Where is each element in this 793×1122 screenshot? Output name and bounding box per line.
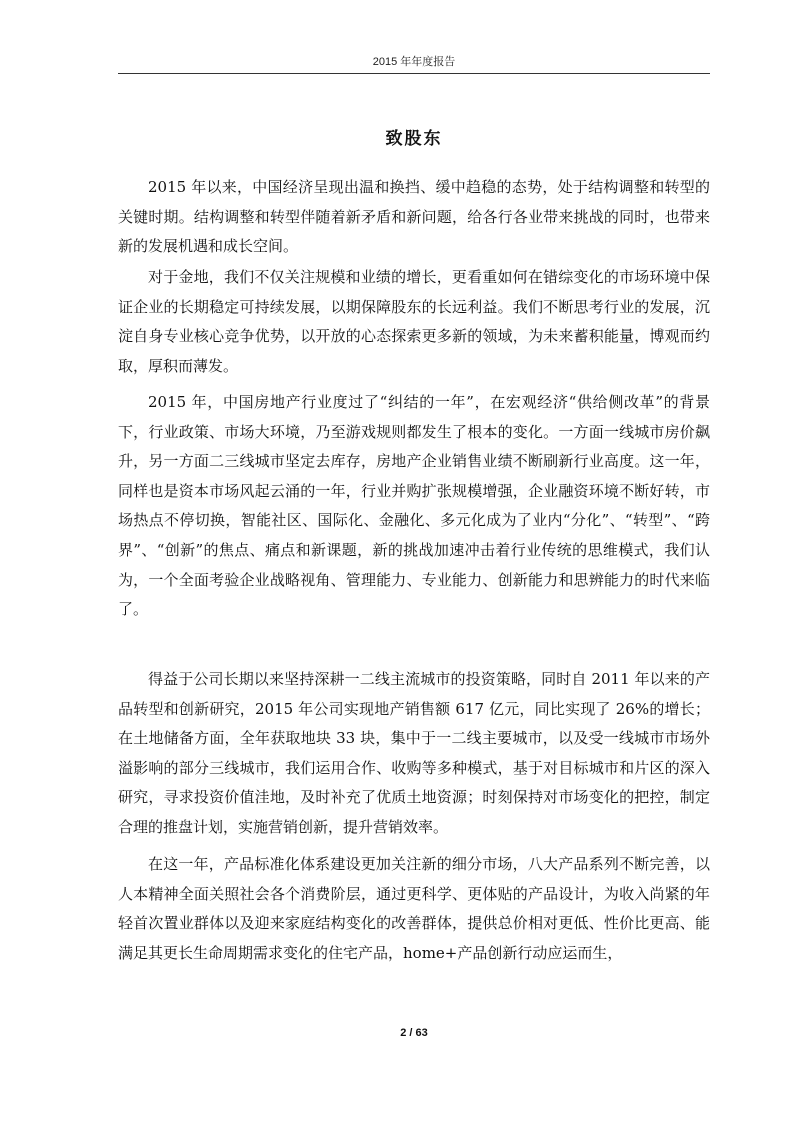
paragraph: 对于金地，我们不仅关注规模和业绩的增长，更看重如何在错综变化的市场环境中保证企业的长期稳定可持续发展，以期保障股东的长远利益。我们不断思考行业的发展，沉淀自身专业核心竞争优势，以开放的心态探索更多新的领域，为未来蓄积能量，博观而约取，厚积而薄发。 [118,268,710,375]
header-divider [118,73,710,74]
paragraph: 2015 年，中国房地产行业度过了“纠结的一年”，在宏观经济“供给侧改革”的背景下，行业政策、市场大环境，乃至游戏规则都发生了根本的变化。一方面一线城市房价飙升，另一方面二三线城市坚定去库存，房地产企业销售业绩不断刷新行业高度。这一年，同样也是资本市场风起云涌的一年，行业并购扩张规模增强，企业融资环境不断好转，市场热点不停切换，智能社区、国际化、金融化、多元化成为了业内“分化”、“转型”、“跨界”、“创新”的焦点、痛点和新课题，新的挑战加速冲击着行业传统的思维模式，我们认为，一个全面考验企业战略视角、管理能力、专业能力、创新能力和思辨能力的时代来临了。 [118,393,710,619]
paragraph: 在这一年，产品标准化体系建设更加关注新的细分市场，八大产品系列不断完善，以人本精神全面关照社会各个消费阶层，通过更科学、更体贴的产品设计，为收入尚紧的年轻首次置业群体以及迎来家庭结构变化的改善群体，提供总价相对更低、性价比更高、能满足其更长生命周期需求变化的住宅产品，home+产品创新行动应运而生， [118,855,710,962]
report-header-title: 2015 年年度报告 [372,56,456,68]
paragraph: 2015 年以来，中国经济呈现出温和换挡、缓中趋稳的态势，处于结构调整和转型的关键时期。结构调整和转型伴随着新矛盾和新问题，给各行各业带来挑战的同时，也带来新的发展机遇和成长空间。 [118,178,710,256]
page-number: 2 / 63 [400,1027,428,1039]
page-title: 致股东 [385,129,443,149]
paragraph: 得益于公司长期以来坚持深耕一二线主流城市的投资策略，同时自 2011 年以来的产品转型和创新研究，2015 年公司实现地产销售额 617 亿元，同比实现了 26%的增长；在土地储备方面，全年获取地块 33 块，集中于一二线主要城市，以及受一线城市市场外溢影响的部分三线城市，我们运用合作、收购等多种模式，基于对目标城市和片区的深入研究，寻求投资价值洼地，及时补充了优质土地资源；时刻保持对市场变化的把控，制定合理的推盘计划，实施营销创新，提升营销效率。 [118,670,710,836]
